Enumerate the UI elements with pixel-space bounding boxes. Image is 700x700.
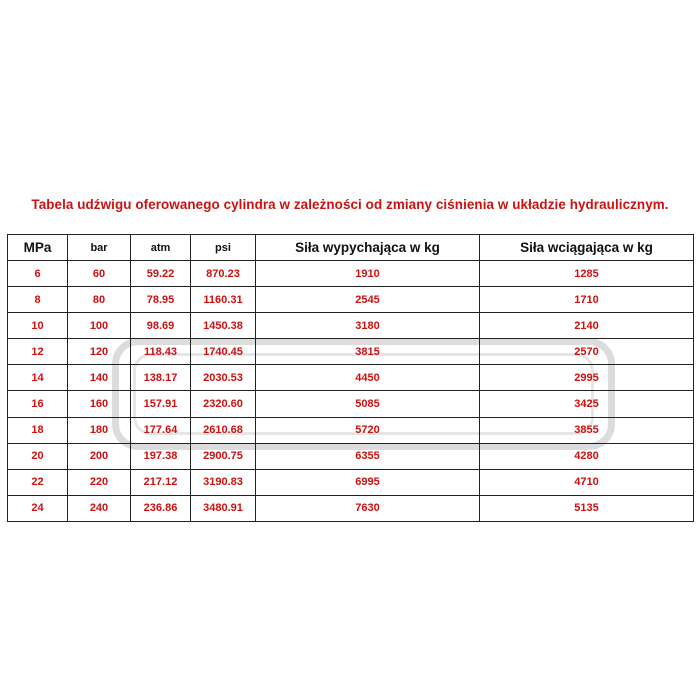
cell-pull-force: 2995 xyxy=(480,365,694,391)
cell-push-force: 5085 xyxy=(256,391,480,417)
cell-push-force: 6355 xyxy=(256,443,480,469)
cell-bar: 140 xyxy=(68,365,131,391)
table-row xyxy=(8,495,694,521)
col-header-pull-force: Siła wciągająca w kg xyxy=(480,235,694,261)
cell-atm: 138.17 xyxy=(131,365,191,391)
cell-atm: 177.64 xyxy=(131,417,191,443)
cell-pull-force: 4710 xyxy=(480,469,694,495)
cell-atm: 217.12 xyxy=(131,469,191,495)
cell-psi: 1450.38 xyxy=(191,313,256,339)
cell-bar: 240 xyxy=(68,495,131,521)
cell-pull-force: 5135 xyxy=(480,495,694,521)
col-header-atm: atm xyxy=(131,235,191,261)
table-row xyxy=(8,313,694,339)
cell-mpa: 6 xyxy=(8,261,68,287)
cell-mpa: 8 xyxy=(8,287,68,313)
table-row xyxy=(8,261,694,287)
cell-bar: 180 xyxy=(68,417,131,443)
cell-atm: 197.38 xyxy=(131,443,191,469)
cell-push-force: 6995 xyxy=(256,469,480,495)
cell-push-force: 7630 xyxy=(256,495,480,521)
table-row xyxy=(8,469,694,495)
cell-bar: 60 xyxy=(68,261,131,287)
cell-push-force: 4450 xyxy=(256,365,480,391)
table-row xyxy=(8,287,694,313)
cell-bar: 200 xyxy=(68,443,131,469)
table-row xyxy=(8,339,694,365)
cell-bar: 100 xyxy=(68,313,131,339)
cell-pull-force: 3425 xyxy=(480,391,694,417)
table-header-row xyxy=(8,235,694,261)
cell-bar: 160 xyxy=(68,391,131,417)
table-body xyxy=(8,261,694,522)
table-row xyxy=(8,365,694,391)
cell-psi: 1740.45 xyxy=(191,339,256,365)
cell-bar: 120 xyxy=(68,339,131,365)
cell-atm: 236.86 xyxy=(131,495,191,521)
cell-push-force: 3180 xyxy=(256,313,480,339)
cell-bar: 80 xyxy=(68,287,131,313)
cell-mpa: 18 xyxy=(8,417,68,443)
cell-atm: 118.43 xyxy=(131,339,191,365)
cell-mpa: 10 xyxy=(8,313,68,339)
pressure-table xyxy=(7,234,694,522)
cell-push-force: 5720 xyxy=(256,417,480,443)
cell-push-force: 3815 xyxy=(256,339,480,365)
col-header-push-force: Siła wypychająca w kg xyxy=(256,235,480,261)
table-row xyxy=(8,443,694,469)
cell-atm: 98.69 xyxy=(131,313,191,339)
cell-pull-force: 2570 xyxy=(480,339,694,365)
cell-mpa: 20 xyxy=(8,443,68,469)
cell-mpa: 22 xyxy=(8,469,68,495)
cell-push-force: 2545 xyxy=(256,287,480,313)
cell-psi: 3480.91 xyxy=(191,495,256,521)
cell-atm: 157.91 xyxy=(131,391,191,417)
cell-pull-force: 2140 xyxy=(480,313,694,339)
cell-psi: 3190.83 xyxy=(191,469,256,495)
cell-psi: 2610.68 xyxy=(191,417,256,443)
table-title: Tabela udźwigu oferowanego cylindra w zależności od zmiany ciśnienia w układzie hydraulicznym. xyxy=(31,197,669,212)
cell-atm: 59.22 xyxy=(131,261,191,287)
cell-bar: 220 xyxy=(68,469,131,495)
cell-psi: 870.23 xyxy=(191,261,256,287)
col-header-bar: bar xyxy=(68,235,131,261)
cell-mpa: 24 xyxy=(8,495,68,521)
cell-pull-force: 1285 xyxy=(480,261,694,287)
cell-psi: 1160.31 xyxy=(191,287,256,313)
cell-psi: 2900.75 xyxy=(191,443,256,469)
cell-mpa: 16 xyxy=(8,391,68,417)
table-row xyxy=(8,391,694,417)
cell-mpa: 12 xyxy=(8,339,68,365)
col-header-psi: psi xyxy=(191,235,256,261)
cell-mpa: 14 xyxy=(8,365,68,391)
col-header-mpa: MPa xyxy=(8,235,68,261)
cell-pull-force: 3855 xyxy=(480,417,694,443)
table-row xyxy=(8,417,694,443)
cell-push-force: 1910 xyxy=(256,261,480,287)
cell-pull-force: 4280 xyxy=(480,443,694,469)
cell-atm: 78.95 xyxy=(131,287,191,313)
cell-pull-force: 1710 xyxy=(480,287,694,313)
cell-psi: 2030.53 xyxy=(191,365,256,391)
cell-psi: 2320.60 xyxy=(191,391,256,417)
